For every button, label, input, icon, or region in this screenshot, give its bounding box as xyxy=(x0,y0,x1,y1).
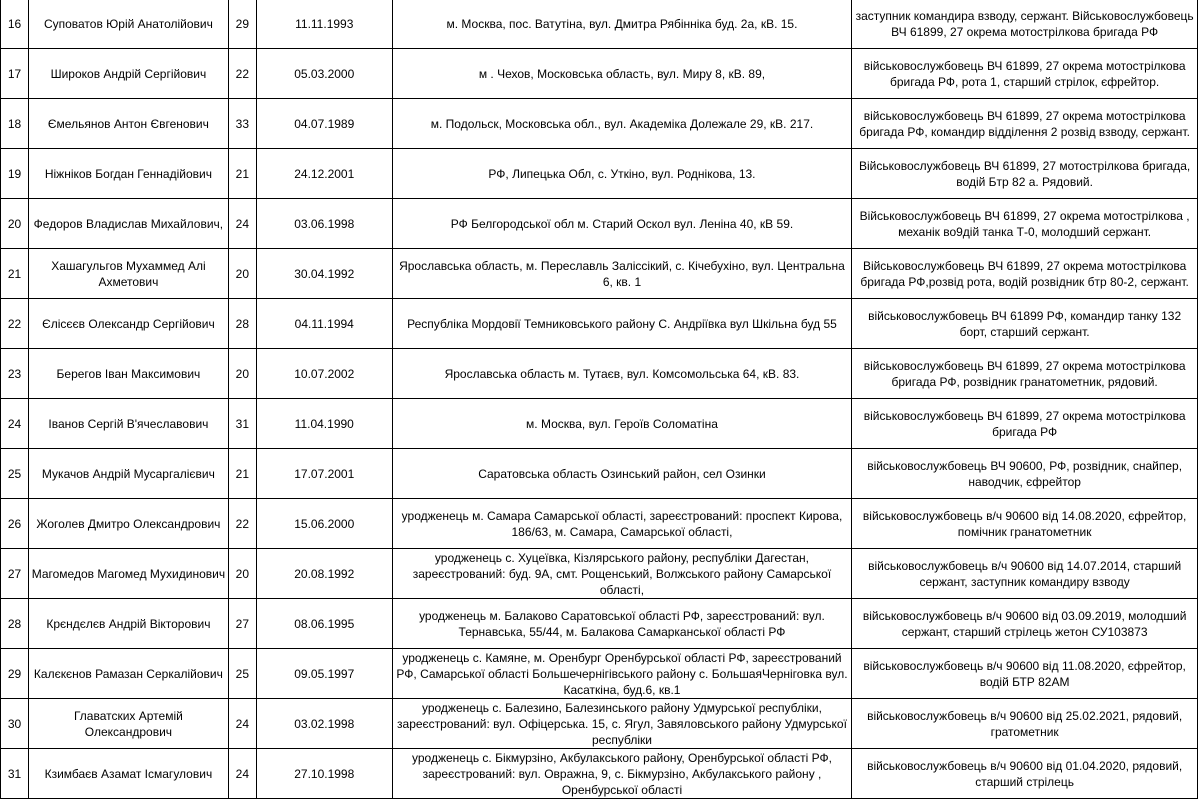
service-position-cell: військовослужбовець ВЧ 61899 РФ, командир танку 132 борт, старший сержант. xyxy=(852,299,1198,349)
row-number-cell: 25 xyxy=(1,449,29,499)
full-name-cell: Ніжніков Богдан Геннадійович xyxy=(28,149,228,199)
full-name-cell: Крєндєлєв Андрій Вікторович xyxy=(28,599,228,649)
age-cell: 20 xyxy=(228,549,256,599)
full-name-cell: Главатских Артемій Олександрович xyxy=(28,699,228,749)
age-cell: 24 xyxy=(228,699,256,749)
row-number-cell: 21 xyxy=(1,249,29,299)
address-cell: Ярославська область м. Тутаєв, вул. Комсомольська 64, кВ. 83. xyxy=(392,349,852,399)
full-name-cell: Кзимбаєв Азамат Ісмагулович xyxy=(28,749,228,799)
full-name-cell: Берегов Іван Максимович xyxy=(28,349,228,399)
full-name-cell: Мукачов Андрій Мусаргалієвич xyxy=(28,449,228,499)
address-cell: уродженець м. Самара Самарської області, зареєстрований: проспект Кирова, 186/63, м. Самара, Самарської області, xyxy=(392,499,852,549)
service-position-cell: військовослужбовець ВЧ 61899, 27 окрема мотострілкова бригада РФ, командир відділення 2 розвід взводу, сержант. xyxy=(852,99,1198,149)
service-position-cell: військовослужбовець в/ч 90600 від 01.04.2020, рядовий, старший стрілець xyxy=(852,749,1198,799)
service-position-cell: заступник командира взводу, сержант. Військовослужбовець ВЧ 61899, 27 окрема мотострілкова бригада РФ xyxy=(852,0,1198,49)
birth-date-cell: 15.06.2000 xyxy=(256,499,392,549)
address-cell: м. Москва, вул. Героїв Соломатіна xyxy=(392,399,852,449)
table-row xyxy=(1,149,1198,199)
full-name-cell: Ємельянов Антон Євгенович xyxy=(28,99,228,149)
full-name-cell: Федоров Владислав Михайлович, xyxy=(28,199,228,249)
address-cell: м . Чехов, Московська область, вул. Миру 8, кВ. 89, xyxy=(392,49,852,99)
service-position-cell: Військовослужбовець ВЧ 61899, 27 окрема мотострілкова , механік во9дій танка Т-0, молодший сержант. xyxy=(852,199,1198,249)
row-number-cell: 18 xyxy=(1,99,29,149)
address-cell: РФ, Липецька Обл, с. Уткіно, вул. Роднікова, 13. xyxy=(392,149,852,199)
service-position-cell: військовослужбовець ВЧ 61899, 27 окрема мотострілкова бригада РФ, рота 1, старший стрілок, єфрейтор. xyxy=(852,49,1198,99)
table-body xyxy=(1,0,1198,799)
table-row xyxy=(1,49,1198,99)
address-cell: уродженець с. Камяне, м. Оренбург Оренбурської області РФ, зареєстрований РФ, Самарської області Большечернігівського району с. БольшаяЧерніговка вул. Касаткіна, буд.6, кв.1 xyxy=(392,649,852,699)
row-number-cell: 19 xyxy=(1,149,29,199)
table-row xyxy=(1,299,1198,349)
service-position-cell: Військовослужбовець ВЧ 61899, 27 мотострілкова бригада, водій Бтр 82 а. Рядовий. xyxy=(852,149,1198,199)
full-name-cell: Іванов Сергій В'ячеславович xyxy=(28,399,228,449)
full-name-cell: Жоголев Дмитро Олександрович xyxy=(28,499,228,549)
table-row xyxy=(1,749,1198,799)
age-cell: 31 xyxy=(228,399,256,449)
table-row xyxy=(1,499,1198,549)
age-cell: 21 xyxy=(228,449,256,499)
service-position-cell: військовослужбовець ВЧ 61899, 27 окрема мотострілкова бригада РФ, розвідник гранатометник, рядовий. xyxy=(852,349,1198,399)
age-cell: 20 xyxy=(228,349,256,399)
birth-date-cell: 30.04.1992 xyxy=(256,249,392,299)
service-position-cell: військовослужбовець ВЧ 61899, 27 окрема мотострілкова бригада РФ xyxy=(852,399,1198,449)
table-row xyxy=(1,249,1198,299)
service-position-cell: військовослужбовець ВЧ 90600, РФ, розвідник, снайпер, наводчик, єфрейтор xyxy=(852,449,1198,499)
row-number-cell: 23 xyxy=(1,349,29,399)
table-row xyxy=(1,349,1198,399)
birth-date-cell: 27.10.1998 xyxy=(256,749,392,799)
service-position-cell: військовослужбовець в/ч 90600 від 11.08.2020, єфрейтор, водій БТР 82АМ xyxy=(852,649,1198,699)
address-cell: м. Москва, пос. Ватутіна, вул. Дмитра Рябінніка буд. 2а, кВ. 15. xyxy=(392,0,852,49)
row-number-cell: 29 xyxy=(1,649,29,699)
full-name-cell: Широков Андрій Сергійович xyxy=(28,49,228,99)
address-cell: Саратовська область Озинський район, сел Озинки xyxy=(392,449,852,499)
age-cell: 22 xyxy=(228,499,256,549)
birth-date-cell: 04.11.1994 xyxy=(256,299,392,349)
full-name-cell: Магомедов Магомед Мухидинович xyxy=(28,549,228,599)
age-cell: 24 xyxy=(228,199,256,249)
age-cell: 24 xyxy=(228,749,256,799)
address-cell: уродженець с. Бікмурзіно, Акбулакського району, Оренбурської області РФ, зареєстрований: вул. Овражна, 9, с. Бікмурзіно, Акбулакського району , Оренбурської області xyxy=(392,749,852,799)
row-number-cell: 20 xyxy=(1,199,29,249)
birth-date-cell: 11.04.1990 xyxy=(256,399,392,449)
full-name-cell: Хашагульгов Мухаммед Алі Ахметович xyxy=(28,249,228,299)
table-row xyxy=(1,549,1198,599)
row-number-cell: 31 xyxy=(1,749,29,799)
service-position-cell: військовослужбовець в/ч 90600 від 03.09.2019, молодший сержант, старший стрілець жетон СУ103873 xyxy=(852,599,1198,649)
address-cell: Ярославська область, м. Переславль Заліссікий, с. Кічебухіно, вул. Центральна 6, кв. 1 xyxy=(392,249,852,299)
age-cell: 29 xyxy=(228,0,256,49)
table-row xyxy=(1,599,1198,649)
birth-date-cell: 08.06.1995 xyxy=(256,599,392,649)
age-cell: 27 xyxy=(228,599,256,649)
birth-date-cell: 11.11.1993 xyxy=(256,0,392,49)
age-cell: 20 xyxy=(228,249,256,299)
table-row xyxy=(1,449,1198,499)
address-cell: м. Подольск, Московська обл., вул. Академіка Долежале 29, кВ. 217. xyxy=(392,99,852,149)
age-cell: 28 xyxy=(228,299,256,349)
age-cell: 22 xyxy=(228,49,256,99)
birth-date-cell: 05.03.2000 xyxy=(256,49,392,99)
address-cell: Республіка Мордовії Темниковського району С. Андріївка вул Шкільна буд 55 xyxy=(392,299,852,349)
table-row xyxy=(1,199,1198,249)
row-number-cell: 16 xyxy=(1,0,29,49)
birth-date-cell: 10.07.2002 xyxy=(256,349,392,399)
service-position-cell: військовослужбовець в/ч 90600 від 14.07.2014, старший сержант, заступник командиру взводу xyxy=(852,549,1198,599)
full-name-cell: Суповатов Юрій Анатолійович xyxy=(28,0,228,49)
table-row xyxy=(1,649,1198,699)
row-number-cell: 30 xyxy=(1,699,29,749)
age-cell: 21 xyxy=(228,149,256,199)
service-position-cell: Військовослужбовець ВЧ 61899, 27 окрема мотострілкова бригада РФ,розвід рота, водій розвідник бтр 80-2, сержант. xyxy=(852,249,1198,299)
birth-date-cell: 24.12.2001 xyxy=(256,149,392,199)
birth-date-cell: 17.07.2001 xyxy=(256,449,392,499)
birth-date-cell: 04.07.1989 xyxy=(256,99,392,149)
age-cell: 25 xyxy=(228,649,256,699)
service-position-cell: військовослужбовець в/ч 90600 від 25.02.2021, рядовий, гратометник xyxy=(852,699,1198,749)
row-number-cell: 26 xyxy=(1,499,29,549)
birth-date-cell: 20.08.1992 xyxy=(256,549,392,599)
address-cell: РФ Белгородської обл м. Старий Оскол вул. Леніна 40, кВ 59. xyxy=(392,199,852,249)
address-cell: уродженець с. Хуцеївка, Кізлярського району, республіки Дагестан, зареєстрований: буд. 9А, смт. Рощенський, Волжського району Самарської області, xyxy=(392,549,852,599)
address-cell: уродженець м. Балаково Саратовської області РФ, зареєстрований: вул. Тернавська, 55/44, м. Балакова Самарканської області РФ xyxy=(392,599,852,649)
row-number-cell: 22 xyxy=(1,299,29,349)
full-name-cell: Калєкєнов Рамазан Серкалійович xyxy=(28,649,228,699)
address-cell: уродженець с. Балезино, Балезинського району Удмурської республіки, зареєстрований: вул. Офіцерська. 15, с. Ягул, Завяловського району Удмурської республіки xyxy=(392,699,852,749)
row-number-cell: 28 xyxy=(1,599,29,649)
row-number-cell: 17 xyxy=(1,49,29,99)
row-number-cell: 24 xyxy=(1,399,29,449)
table-row xyxy=(1,399,1198,449)
age-cell: 33 xyxy=(228,99,256,149)
row-number-cell: 27 xyxy=(1,549,29,599)
birth-date-cell: 03.06.1998 xyxy=(256,199,392,249)
table-row xyxy=(1,699,1198,749)
table-row xyxy=(1,0,1198,49)
table-row xyxy=(1,99,1198,149)
full-name-cell: Єлісєєв Олександр Сергійович xyxy=(28,299,228,349)
service-position-cell: військовослужбовець в/ч 90600 від 14.08.2020, єфрейтор, помічник гранатометник xyxy=(852,499,1198,549)
birth-date-cell: 09.05.1997 xyxy=(256,649,392,699)
birth-date-cell: 03.02.1998 xyxy=(256,699,392,749)
